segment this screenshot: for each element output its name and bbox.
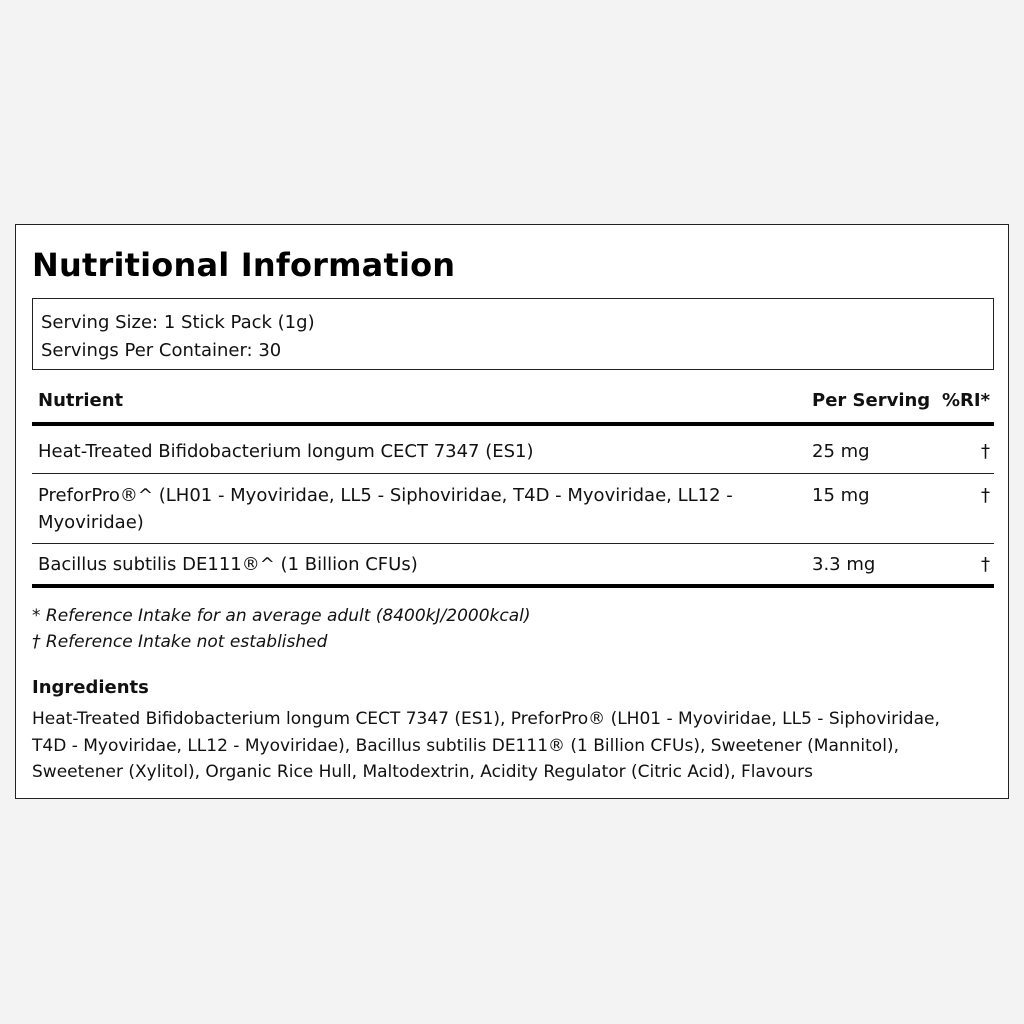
nutrition-panel (15, 224, 1009, 799)
table-row (32, 426, 994, 474)
nutrient-name-line: Heat-Treated Bifidobacterium longum CECT 7347 (ES1) (38, 441, 534, 462)
serving-size: Serving Size: 1 Stick Pack (1g) (41, 312, 315, 333)
nutrient-table (32, 380, 994, 588)
ingredients-line: Heat-Treated Bifidobacterium longum CECT 7347 (ES1), PreforPro® (LH01 - Myoviridae, LL5 - Siphoviridae, (32, 709, 940, 729)
footnote-reference-intake: * Reference Intake for an average adult (8400kJ/2000kcal) (32, 606, 531, 626)
nutrient-ri: † (981, 554, 990, 575)
nutrient-per-serving: 25 mg (812, 441, 870, 462)
header-ri: %RI* (941, 390, 990, 411)
ingredients-line: Sweetener (Xylitol), Organic Rice Hull, Maltodextrin, Acidity Regulator (Citric Acid), Flavours (32, 762, 814, 782)
footnotes (32, 603, 531, 655)
nutrient-name (38, 482, 788, 536)
footnote-not-established: † Reference Intake not established (32, 632, 328, 652)
page-title: Nutritional Information (32, 246, 456, 284)
ingredients-title: Ingredients (32, 677, 149, 698)
serving-info-box (32, 298, 994, 370)
ingredients-line: T4D - Myoviridae, LL12 - Myoviridae), Bacillus subtilis DE111® (1 Billion CFUs), Sweetener (Mannitol), (32, 735, 899, 756)
servings-per-container: Servings Per Container: 30 (41, 340, 282, 361)
nutrient-name-line: Bacillus subtilis DE111®^ (1 Billion CFUs) (38, 554, 418, 575)
table-row (32, 474, 994, 544)
header-per-serving: Per Serving (812, 390, 931, 411)
nutrient-ri: † (981, 485, 990, 506)
nutrient-ri: † (981, 441, 990, 462)
nutrient-name (38, 438, 788, 465)
nutrient-name-line: PreforPro®^ (LH01 - Myoviridae, LL5 - Siphoviridae, T4D - Myoviridae, LL12 - (38, 485, 733, 506)
header-nutrient: Nutrient (38, 390, 124, 411)
ingredients-text (32, 706, 992, 786)
nutrient-name-line: Myoviridae) (38, 512, 144, 533)
table-header (32, 380, 994, 426)
nutrient-per-serving: 15 mg (812, 485, 870, 506)
table-row (32, 544, 994, 588)
nutrient-name (38, 551, 788, 578)
nutrient-per-serving: 3.3 mg (812, 554, 876, 575)
